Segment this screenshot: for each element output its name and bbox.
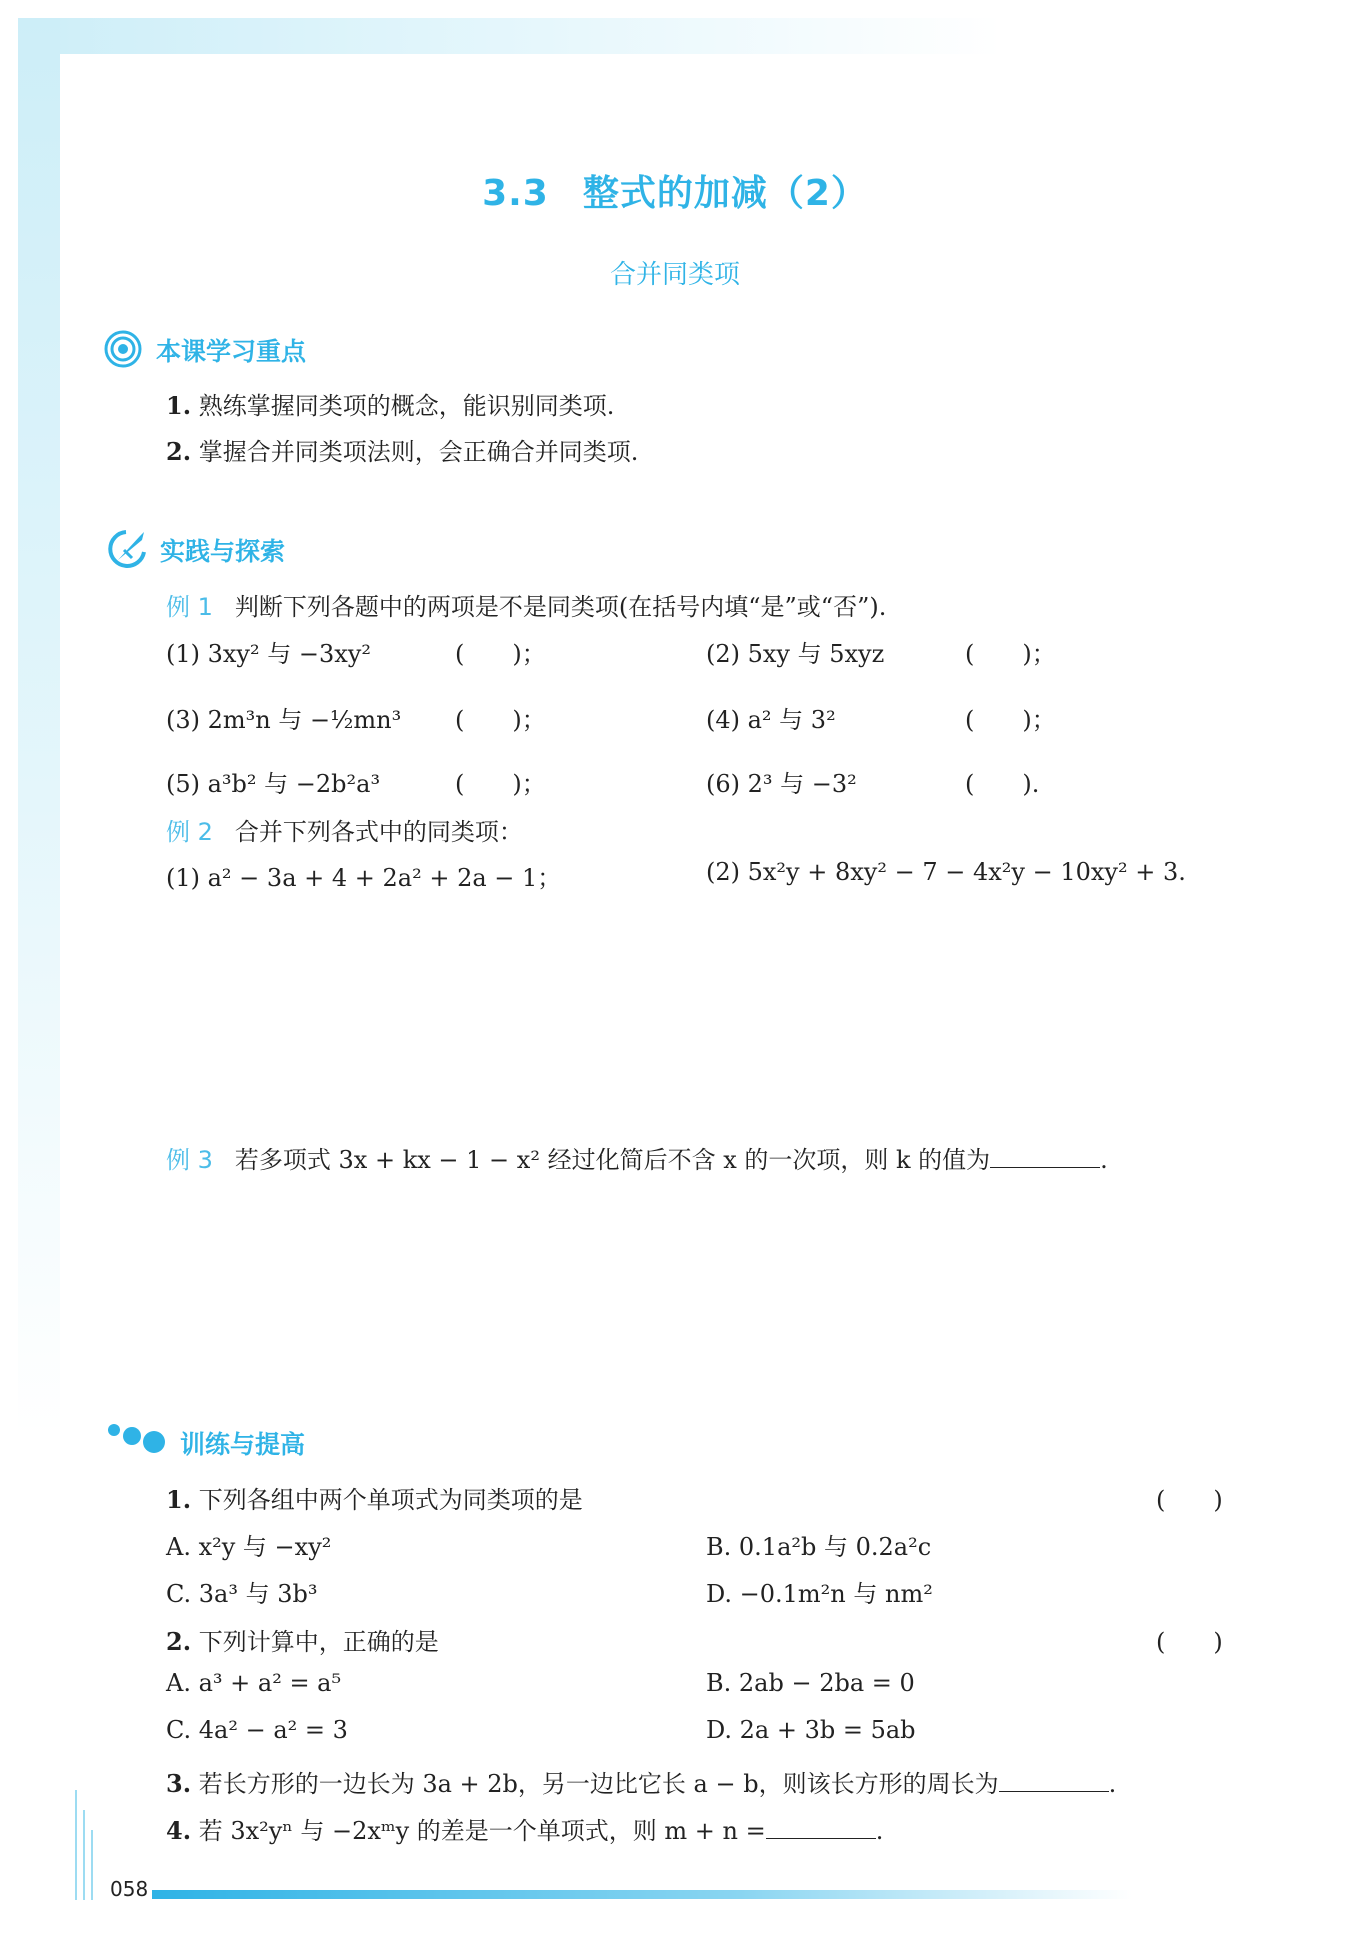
question-text: 若长方形的一边长为 3a + 2b，另一边比它长 a − b，则该长方形的周长为	[198, 1770, 999, 1798]
answer-blank[interactable]	[766, 1816, 876, 1839]
ex1-item: (2) 5xy 与 5xyz	[706, 640, 885, 668]
focus-heading: 本课学习重点	[156, 337, 307, 366]
question-num: 1.	[166, 1485, 192, 1514]
example-1	[166, 587, 886, 622]
example-text: 若多项式 3x + kx − 1 − x² 经过化简后不含 x 的一次项，则 k 的值为	[234, 1146, 991, 1174]
option: A. a³ + a² = a⁵	[166, 1669, 342, 1697]
example-text: 合并下列各式中的同类项：	[234, 818, 523, 846]
answer-bracket: ( ).	[965, 770, 1040, 798]
footer-rule	[152, 1890, 1132, 1899]
answer-bracket: ( )；	[455, 706, 546, 734]
period: .	[1100, 1146, 1108, 1174]
question-num: 4.	[166, 1816, 192, 1845]
question-text: 下列各组中两个单项式为同类项的是	[198, 1486, 583, 1514]
focus-item-text: 熟练掌握同类项的概念，能识别同类项.	[198, 392, 615, 420]
ex1-item: (4) a² 与 3²	[706, 706, 836, 734]
option: D. −0.1m²n 与 nm²	[706, 1580, 933, 1608]
answer-bracket: ( )；	[455, 770, 546, 798]
question-2	[166, 1622, 439, 1657]
question-text: 下列计算中，正确的是	[198, 1628, 439, 1656]
question-1	[166, 1480, 583, 1515]
dots-icon	[106, 1418, 168, 1458]
example-label: 例 3	[166, 1146, 213, 1174]
section-title: 整式的加减（2）	[582, 173, 868, 214]
focus-item-text: 掌握合并同类项法则，会正确合并同类项.	[198, 438, 639, 466]
ex2-item: (2) 5x²y + 8xy² − 7 − 4x²y − 10xy² + 3.	[706, 858, 1186, 886]
option: A. x²y 与 −xy²	[166, 1533, 332, 1561]
example-2	[166, 812, 523, 847]
ex2-item: (1) a² − 3a + 4 + 2a² + 2a − 1；	[166, 864, 562, 892]
answer-bracket: ( )	[1156, 1486, 1223, 1514]
answer-bracket: ( )；	[965, 640, 1056, 668]
question-4	[166, 1811, 883, 1846]
period: .	[1108, 1770, 1117, 1798]
page-number: 058	[110, 1877, 149, 1901]
training-heading: 训练与提高	[180, 1430, 306, 1459]
question-num: 3.	[166, 1769, 192, 1798]
example-label: 例 1	[166, 593, 213, 621]
answer-blank[interactable]	[990, 1145, 1100, 1168]
answer-blank[interactable]	[999, 1769, 1109, 1792]
page-title	[0, 165, 1350, 216]
focus-item-num: 2.	[166, 437, 192, 466]
focus-item	[166, 432, 638, 467]
rocket-icon	[106, 528, 152, 568]
example-text: 判断下列各题中的两项是不是同类项(在括号内填“是”或“否”).	[234, 593, 887, 621]
ex1-item: (3) 2m³n 与 −½mn³	[166, 706, 402, 734]
page-subtitle: 合并同类项	[609, 260, 740, 290]
left-decor-band	[18, 18, 60, 1438]
ex1-item: (1) 3xy² 与 −3xy²	[166, 640, 371, 668]
question-3	[166, 1764, 1116, 1799]
ex1-item: (5) a³b² 与 −2b²a³	[166, 770, 381, 798]
top-decor-band	[18, 18, 1330, 54]
option: C. 3a³ 与 3b³	[166, 1580, 318, 1608]
answer-bracket: ( )	[1156, 1628, 1223, 1656]
question-num: 2.	[166, 1627, 192, 1656]
option: D. 2a + 3b = 5ab	[706, 1716, 916, 1744]
ex1-item: (6) 2³ 与 −3²	[706, 770, 857, 798]
focus-item-num: 1.	[166, 391, 192, 420]
focus-item	[166, 386, 614, 421]
section-number: 3.3	[482, 173, 549, 214]
question-text: 若 3x²yⁿ 与 −2xᵐy 的差是一个单项式，则 m + n =	[198, 1817, 766, 1845]
example-label: 例 2	[166, 818, 213, 846]
option: B. 2ab − 2ba = 0	[706, 1669, 915, 1697]
target-icon	[104, 330, 142, 368]
option: B. 0.1a²b 与 0.2a²c	[706, 1533, 932, 1561]
period: .	[875, 1817, 884, 1845]
practice-heading: 实践与探索	[160, 537, 286, 566]
answer-bracket: ( )；	[455, 640, 546, 668]
example-3	[166, 1140, 1108, 1175]
answer-bracket: ( )；	[965, 706, 1056, 734]
option: C. 4a² − a² = 3	[166, 1716, 348, 1744]
